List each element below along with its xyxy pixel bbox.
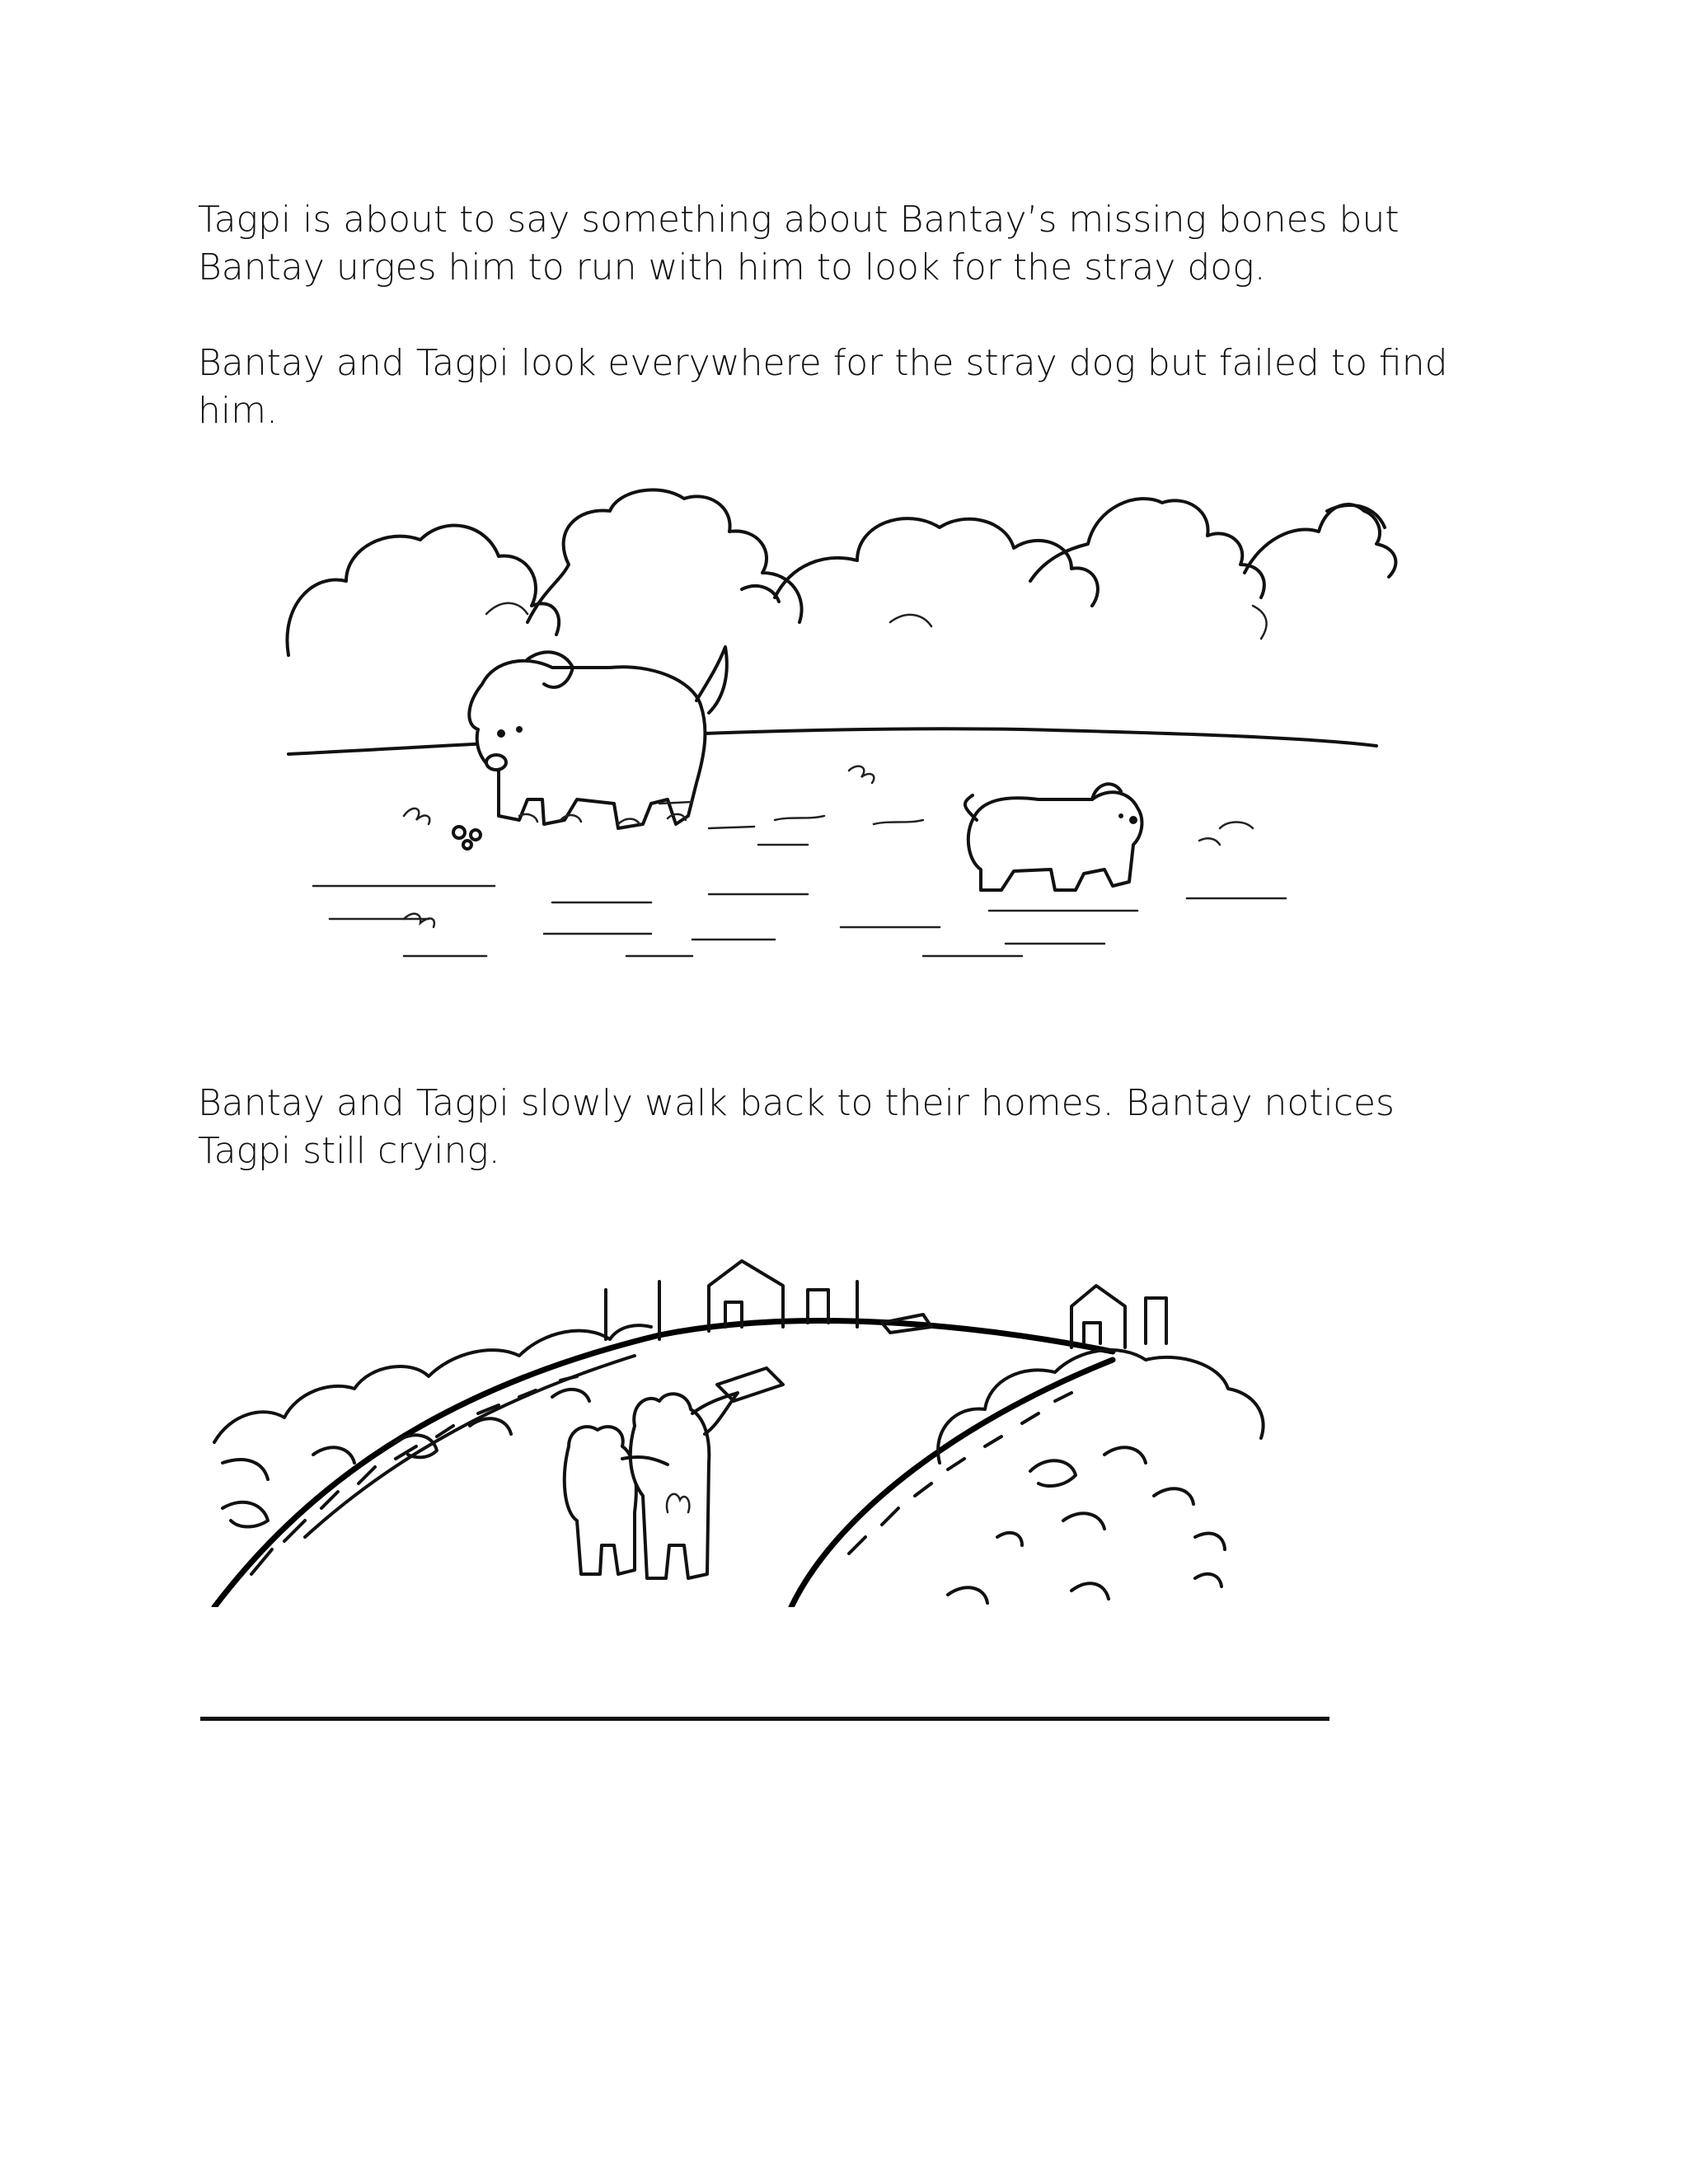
story-paragraph-1: Tagpi is about to say something about Bantay’s missing bones but Bantay urges him to run with him to look for the stray dog. bbox=[198, 199, 1400, 288]
story-paragraph-3: Bantay and Tagpi slowly walk back to their homes. Bantay notices Tagpi still crying. bbox=[198, 1082, 1395, 1172]
answer-line bbox=[200, 1717, 1329, 1721]
story-paragraph-2: Bantay and Tagpi look everywhere for the stray dog but failed to find him. bbox=[198, 342, 1448, 432]
road-walk-home-illustration-icon bbox=[206, 1249, 1302, 1607]
park-dogs-illustration-icon bbox=[280, 482, 1401, 960]
